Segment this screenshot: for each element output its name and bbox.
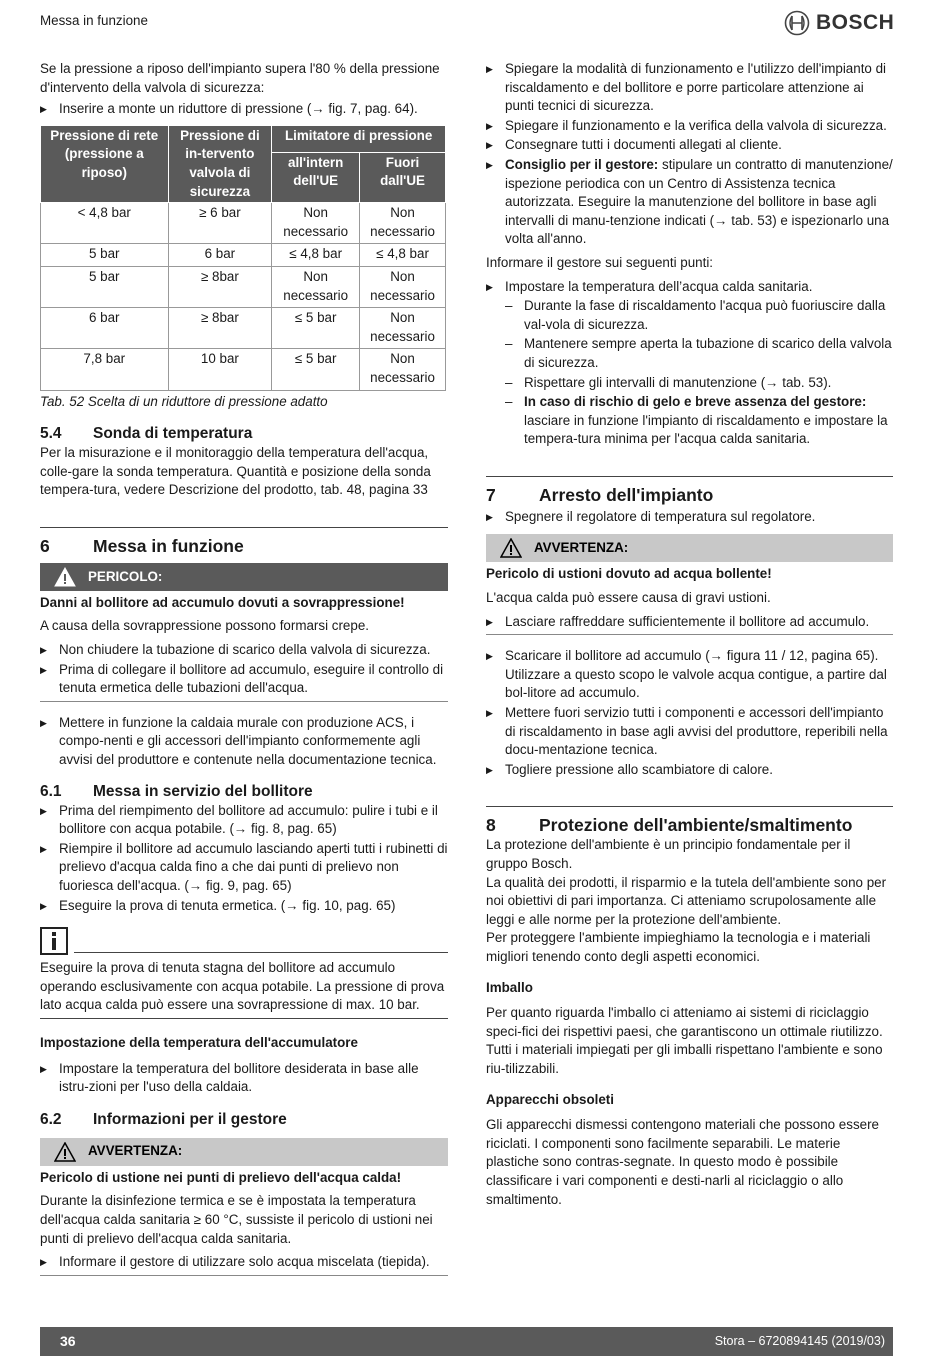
section-title: Sonda di temperatura [93, 425, 253, 443]
section-heading-6 [40, 535, 448, 557]
warning-bullet: ▶ Informare il gestore di utilizzare solo acqua miscelata (tiepida). [40, 1253, 448, 1272]
info-bullet: ▶ Consegnare tutti i documenti allegati al cliente. [486, 136, 893, 155]
danger-label: PERICOLO: [88, 568, 163, 584]
info-rule [74, 952, 448, 953]
table-cell: 6 bar [168, 244, 272, 267]
warning-banner [40, 1138, 448, 1166]
table-cell: Non necessario [272, 266, 360, 307]
table-cell: 6 bar [41, 308, 169, 349]
table-row [41, 244, 446, 267]
col-header-eu: all'intern dell'UE [272, 152, 360, 202]
info-text: Eseguire la prova di tenuta stagna del bollitore ad accumulo operando esclusivamente con acqua potabile. La pressione di prova lato acqua calda può essere una sovrapressione di max. 10 bar. [40, 960, 445, 1013]
warning-end-rule [40, 1275, 448, 1276]
warning-triangle-icon [54, 1142, 76, 1162]
obsolete-paragraph: Gli apparecchi dismessi contengono materiali che possono essere riciclati. I componenti sono facilmente separabili. Le materie plastiche sono contras-segnate. In questo modo è possibile classificare i vari componenti e desti-narli al riciclaggio o allo smaltimento. [486, 1117, 880, 1207]
dash-item: – Mantenere sempre aperta la tubazione di scarico della valvola di sicurezza. [486, 335, 893, 372]
table-cell: 7,8 bar [41, 349, 169, 390]
table-cell: ≤ 5 bar [272, 349, 360, 390]
section-number: 7 [486, 484, 496, 505]
warning-end-rule [486, 634, 893, 635]
s7-bullet: ▶ Scaricare il bollitore ad accumulo (→ figura 11 / 12, pagina 65). Utilizzare a questo scopo le valvole acqua contigue, a partire dal bol-litore ad accumulo. [486, 647, 893, 703]
warning-label: AVVERTENZA: [534, 540, 629, 556]
brand-name: BOSCH [816, 10, 895, 34]
section-divider [486, 476, 893, 477]
table-cell: ≥ 8bar [168, 308, 272, 349]
page-number: 36 [60, 1333, 76, 1350]
imballo-heading: Imballo [486, 979, 533, 995]
section-title: Arresto dell'impianto [539, 484, 714, 505]
dash-item: – Durante la fase di riscaldamento l'acqua può fuoriuscire dalla val-vola di sicurezza. [486, 297, 893, 334]
warning-title: Pericolo di ustione nei punti di prelievo dell'acqua calda! [40, 1169, 402, 1185]
danger-text: A causa della sovrappressione possono formarsi crepe. [40, 618, 369, 634]
section-divider [40, 527, 448, 528]
warning-text: L'acqua calda può essere causa di gravi ustioni. [486, 590, 771, 606]
dash-text: lasciare in funzione l'impianto di riscaldamento e impostare la tempera-tura minima per l'acqua calda sanitaria. [524, 412, 888, 447]
col-header-non-eu: Fuori dall'UE [360, 152, 446, 202]
danger-bullet: ▶ Non chiudere la tubazione di scarico della valvola di sicurezza. [40, 641, 448, 660]
warning-title: Pericolo di ustioni dovuto ad acqua bollente! [486, 566, 772, 582]
table-row [41, 203, 446, 244]
s7-bullet: ▶ Togliere pressione allo scambiatore di calore. [486, 761, 893, 780]
table-cell: ≤ 4,8 bar [272, 244, 360, 267]
imballo-paragraph: Per quanto riguarda l'imballo ci atteniamo ai sistemi di riciclaggio speci-fici dei rispettivi paesi, che garantiscono un ottimale riutilizzo. [486, 1005, 883, 1039]
pressure-table [40, 125, 446, 391]
info-block-header [40, 927, 448, 955]
section-number: 6.1 [40, 782, 62, 800]
warning-triangle-icon [54, 567, 76, 587]
dash-item: – Rispettare gli intervalli di manutenzione (→ tab. 53). [486, 374, 893, 393]
info-icon [40, 927, 68, 955]
section-title: Messa in funzione [93, 535, 244, 556]
s54-text: Per la misurazione e il monitoraggio della temperatura dell'acqua, colle-gare la sonda temperatura. Quantità e posizione della sonda tempera-tura, vedere Descrizione del prodotto, tab. 48, pagina 33 [40, 445, 431, 498]
running-header: Messa in funzione [40, 13, 148, 28]
table-cell: Non necessario [360, 349, 446, 390]
info-end-rule [40, 1018, 448, 1019]
table-cell: 5 bar [41, 266, 169, 307]
document-id: Stora – 6720894145 (2019/03) [714, 1334, 885, 1349]
info-bullet: ▶ Spiegare la modalità di funzionamento e l'utilizzo dell'impianto di riscaldamento e del bollitore e porre particolare attenzione ai punti tecnici di sicurezza. [486, 60, 893, 116]
temp-bullet: ▶ Impostare la temperatura del bollitore desiderata in base alle istru-zioni per l'uso della caldaia. [40, 1060, 448, 1097]
table-row [41, 266, 446, 307]
right-column [486, 60, 893, 1209]
danger-title: Danni al bollitore ad accumulo dovuti a sovrappressione! [40, 594, 405, 610]
info-bullet [486, 156, 893, 249]
bold-lead: In caso di rischio di gelo e breve assenza del gestore: [524, 394, 867, 410]
warning-text: Durante la disinfezione termica e se è impostata la temperatura dell'acqua calda sanitaria ≥ 60 °C, sussiste il pericolo di ustioni nei punti di prelievo dell'acqua calda sanitaria. [40, 1193, 433, 1246]
table-caption: Tab. 52 Scelta di un riduttore di pressione adatto [40, 393, 328, 409]
table-cell: Non necessario [360, 203, 446, 244]
warning-label: AVVERTENZA: [88, 1143, 183, 1159]
section-number: 5.4 [40, 425, 62, 443]
section-divider [486, 806, 893, 807]
section-heading-5-4 [40, 424, 448, 444]
section-number: 8 [486, 815, 496, 836]
col-header-limiter: Limitatore di pressione [272, 125, 446, 152]
section-number: 6.2 [40, 1110, 62, 1128]
table-row [41, 349, 446, 390]
table-cell: < 4,8 bar [41, 203, 169, 244]
section-heading-7 [486, 484, 893, 506]
col-header-valve-pressure: Pressione di in-tervento valvola di sicurezza [168, 125, 272, 202]
imballo-paragraph: Tutti i materiali impiegati per gli imballi rispettano l'ambiente e sono riu-tilizzabili. [486, 1042, 883, 1076]
warning-triangle-icon [500, 538, 522, 558]
table-cell: ≤ 5 bar [272, 308, 360, 349]
danger-banner [40, 563, 448, 591]
table-cell: ≥ 8bar [168, 266, 272, 307]
bosch-logo [784, 10, 894, 36]
footer-bar [40, 1327, 893, 1356]
table-cell: 10 bar [168, 349, 272, 390]
bullet-text: stipulare un contratto di manutenzione/ ispezione periodica con un Centro di Assistenza tecnica autorizzata. Eseguire la manutenzione del bollitore in base agli intervalli di manu-tenzione indicati (→ tab. 53) e ispezionarlo una volta all'anno. [505, 156, 893, 247]
bosch-armature-icon [784, 10, 810, 36]
intro-text: Se la pressione a riposo dell'impianto supera l'80 % della pressione d'intervento della valvola di sicurezza: [40, 61, 440, 95]
temp-heading: Impostazione della temperatura dell'accumulatore [40, 1034, 358, 1050]
warning-banner [486, 534, 893, 562]
table-cell: ≥ 6 bar [168, 203, 272, 244]
s7-bullet: ▶ Mettere fuori servizio tutti i componenti e accessori dell'impianto di riscaldamento in base agli avvisi del produttore, reperibili nella docu-mentazione tecnica. [486, 704, 893, 760]
s61-bullet: ▶ Eseguire la prova di tenuta ermetica. (→ fig. 10, pag. 65) [40, 897, 448, 916]
danger-bullet: ▶ Prima di collegare il bollitore ad accumulo, eseguire il controllo di tenuta ermetica delle tubazioni dell'acqua. [40, 661, 448, 698]
table-cell: Non necessario [272, 203, 360, 244]
warning-end-rule [40, 701, 448, 702]
s6-bullet: ▶ Mettere in funzione la caldaia murale con produzione ACS, i compo-nenti e gli accessori dell'impianto conformemente agli avvisi del produttore e contenute nella documentazione tecnica. [40, 714, 448, 770]
dash-item [486, 393, 893, 449]
s61-bullet: ▶ Prima del riempimento del bollitore ad accumulo: pulire i tubi e il bollitore con acqua potabile. (→ fig. 8, pag. 65) [40, 802, 448, 839]
col-header-network-pressure: Pressione di rete (pressione a riposo) [41, 125, 169, 202]
table-row [41, 308, 446, 349]
intro-bullet: ▶ Inserire a monte un riduttore di pressione (→ fig. 7, pag. 64). [40, 100, 448, 119]
s8-paragraph: La qualità dei prodotti, il risparmio e la tutela dell'ambiente sono per noi obiettivi di pari importanza. Ci atteniamo scrupolosamente alle leggi e alle norme per la protezione dell'ambiente. [486, 874, 887, 927]
s8-paragraph: La protezione dell'ambiente è un principio fondamentale per il gruppo Bosch. [486, 837, 851, 871]
bold-lead: Consiglio per il gestore: [505, 156, 659, 172]
table-cell: 5 bar [41, 244, 169, 267]
section-heading-8 [486, 814, 893, 836]
warning-bullet: ▶ Lasciare raffreddare sufficientemente il bollitore ad accumulo. [486, 613, 893, 632]
obsolete-heading: Apparecchi obsoleti [486, 1091, 614, 1107]
s8-paragraph: Per proteggere l'ambiente impieghiamo la tecnologia e i materiali migliori tenendo conto degli aspetti economici. [486, 930, 871, 964]
section-title: Messa in servizio del bollitore [93, 782, 313, 800]
table-cell: ≤ 4,8 bar [360, 244, 446, 267]
section-title: Informazioni per il gestore [93, 1110, 287, 1128]
info-bullet: ▶ Spiegare il funzionamento e la verifica della valvola di sicurezza. [486, 117, 893, 136]
s61-bullet: ▶ Riempire il bollitore ad accumulo lasciando aperti tutti i rubinetti di prelievo d'acqua calda fino a che dai punti di prelievo non fuoriesca dell'acqua. (→ fig. 9, pag. 65) [40, 840, 448, 896]
table-cell: Non necessario [360, 266, 446, 307]
s7-bullet: ▶ Spegnere il regolatore di temperatura sul regolatore. [486, 508, 893, 527]
inform-bullet: ▶ Impostare la temperatura dell’acqua calda sanitaria. [486, 278, 893, 297]
section-heading-6-1 [40, 782, 448, 802]
section-title: Protezione dell'ambiente/smaltimento [539, 815, 853, 836]
left-column [40, 60, 448, 1276]
table-cell: Non necessario [360, 308, 446, 349]
inform-text: Informare il gestore sui seguenti punti: [486, 254, 714, 270]
section-number: 6 [40, 535, 50, 556]
section-heading-6-2 [40, 1110, 448, 1130]
